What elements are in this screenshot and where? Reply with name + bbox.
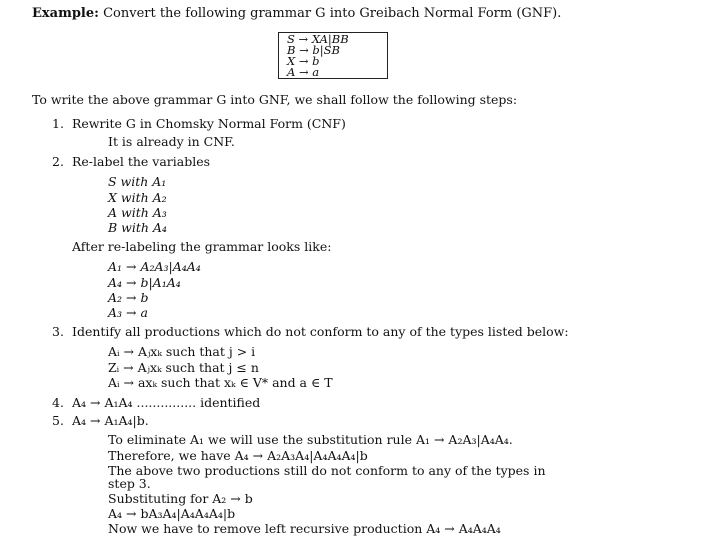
production-type: Aᵢ → Aⱼxₖ such that j > i	[108, 344, 256, 359]
step-5	[52, 414, 149, 428]
step-2	[52, 155, 210, 169]
example-header	[32, 7, 561, 21]
step-number: 2.	[52, 154, 64, 169]
production-type: Aᵢ → axₖ such that xₖ ∈ V* and a ∈ T	[108, 375, 333, 390]
relabel-line: X with A₂	[108, 190, 167, 205]
relabeled-rule: A₂ → b	[108, 290, 149, 305]
grammar-rule: X → b	[287, 54, 320, 68]
step-5-line: The above two productions still do not conform to any of the types in	[108, 463, 546, 478]
step-5-line: Now we have to remove left recursive production A₄ → A₄A₄A₄	[108, 521, 501, 536]
relabel-line: B with A₄	[108, 220, 167, 235]
step-5-line: step 3.	[108, 476, 151, 491]
step-5-line: Therefore, we have A₄ → A₂A₃A₄|A₄A₄A₄|b	[108, 448, 368, 463]
step-4	[52, 396, 260, 410]
step-1-note: It is already in CNF.	[108, 134, 235, 149]
grammar-rule: A → a	[287, 65, 320, 79]
step-number: 1.	[52, 116, 64, 131]
step-number: 3.	[52, 324, 64, 339]
production-type: Zᵢ → Aⱼxₖ such that j ≤ n	[108, 360, 259, 375]
step-title: Rewrite G in Chomsky Normal Form (CNF)	[72, 116, 346, 131]
step-text: A₄ → A₁A₄ ............... identified	[72, 395, 261, 410]
relabel-line: A with A₃	[108, 205, 167, 220]
example-label: Example:	[32, 6, 99, 21]
example-text: Convert the following grammar G into Greibach Normal Form (GNF).	[103, 6, 562, 21]
step-3	[52, 325, 569, 339]
grammar-rule: B → b|SB	[287, 43, 340, 57]
grammar-box	[278, 32, 388, 79]
step-5-line: Substituting for A₂ → b	[108, 491, 253, 506]
after-relabel-text: After re-labeling the grammar looks like:	[72, 239, 332, 254]
relabeled-rule: A₄ → b|A₁A₄	[108, 275, 181, 290]
step-1	[52, 117, 346, 131]
step-title: Identify all productions which do not conform to any of the types listed below:	[72, 324, 569, 339]
relabeled-rule: A₁ → A₂A₃|A₄A₄	[108, 259, 201, 274]
relabel-line: S with A₁	[108, 174, 167, 189]
step-text: A₄ → A₁A₄|b.	[72, 413, 149, 428]
grammar-rule: S → XA|BB	[287, 32, 349, 46]
step-number: 5.	[52, 413, 64, 428]
step-5-line: A₄ → bA₃A₄|A₄A₄A₄|b	[108, 506, 236, 521]
relabeled-rule: A₃ → a	[108, 305, 148, 320]
step-number: 4.	[52, 395, 64, 410]
step-5-line: To eliminate A₁ we will use the substitution rule A₁ → A₂A₃|A₄A₄.	[108, 432, 513, 447]
intro-text: To write the above grammar G into GNF, we shall follow the following steps:	[32, 92, 518, 107]
step-title: Re-label the variables	[72, 154, 211, 169]
